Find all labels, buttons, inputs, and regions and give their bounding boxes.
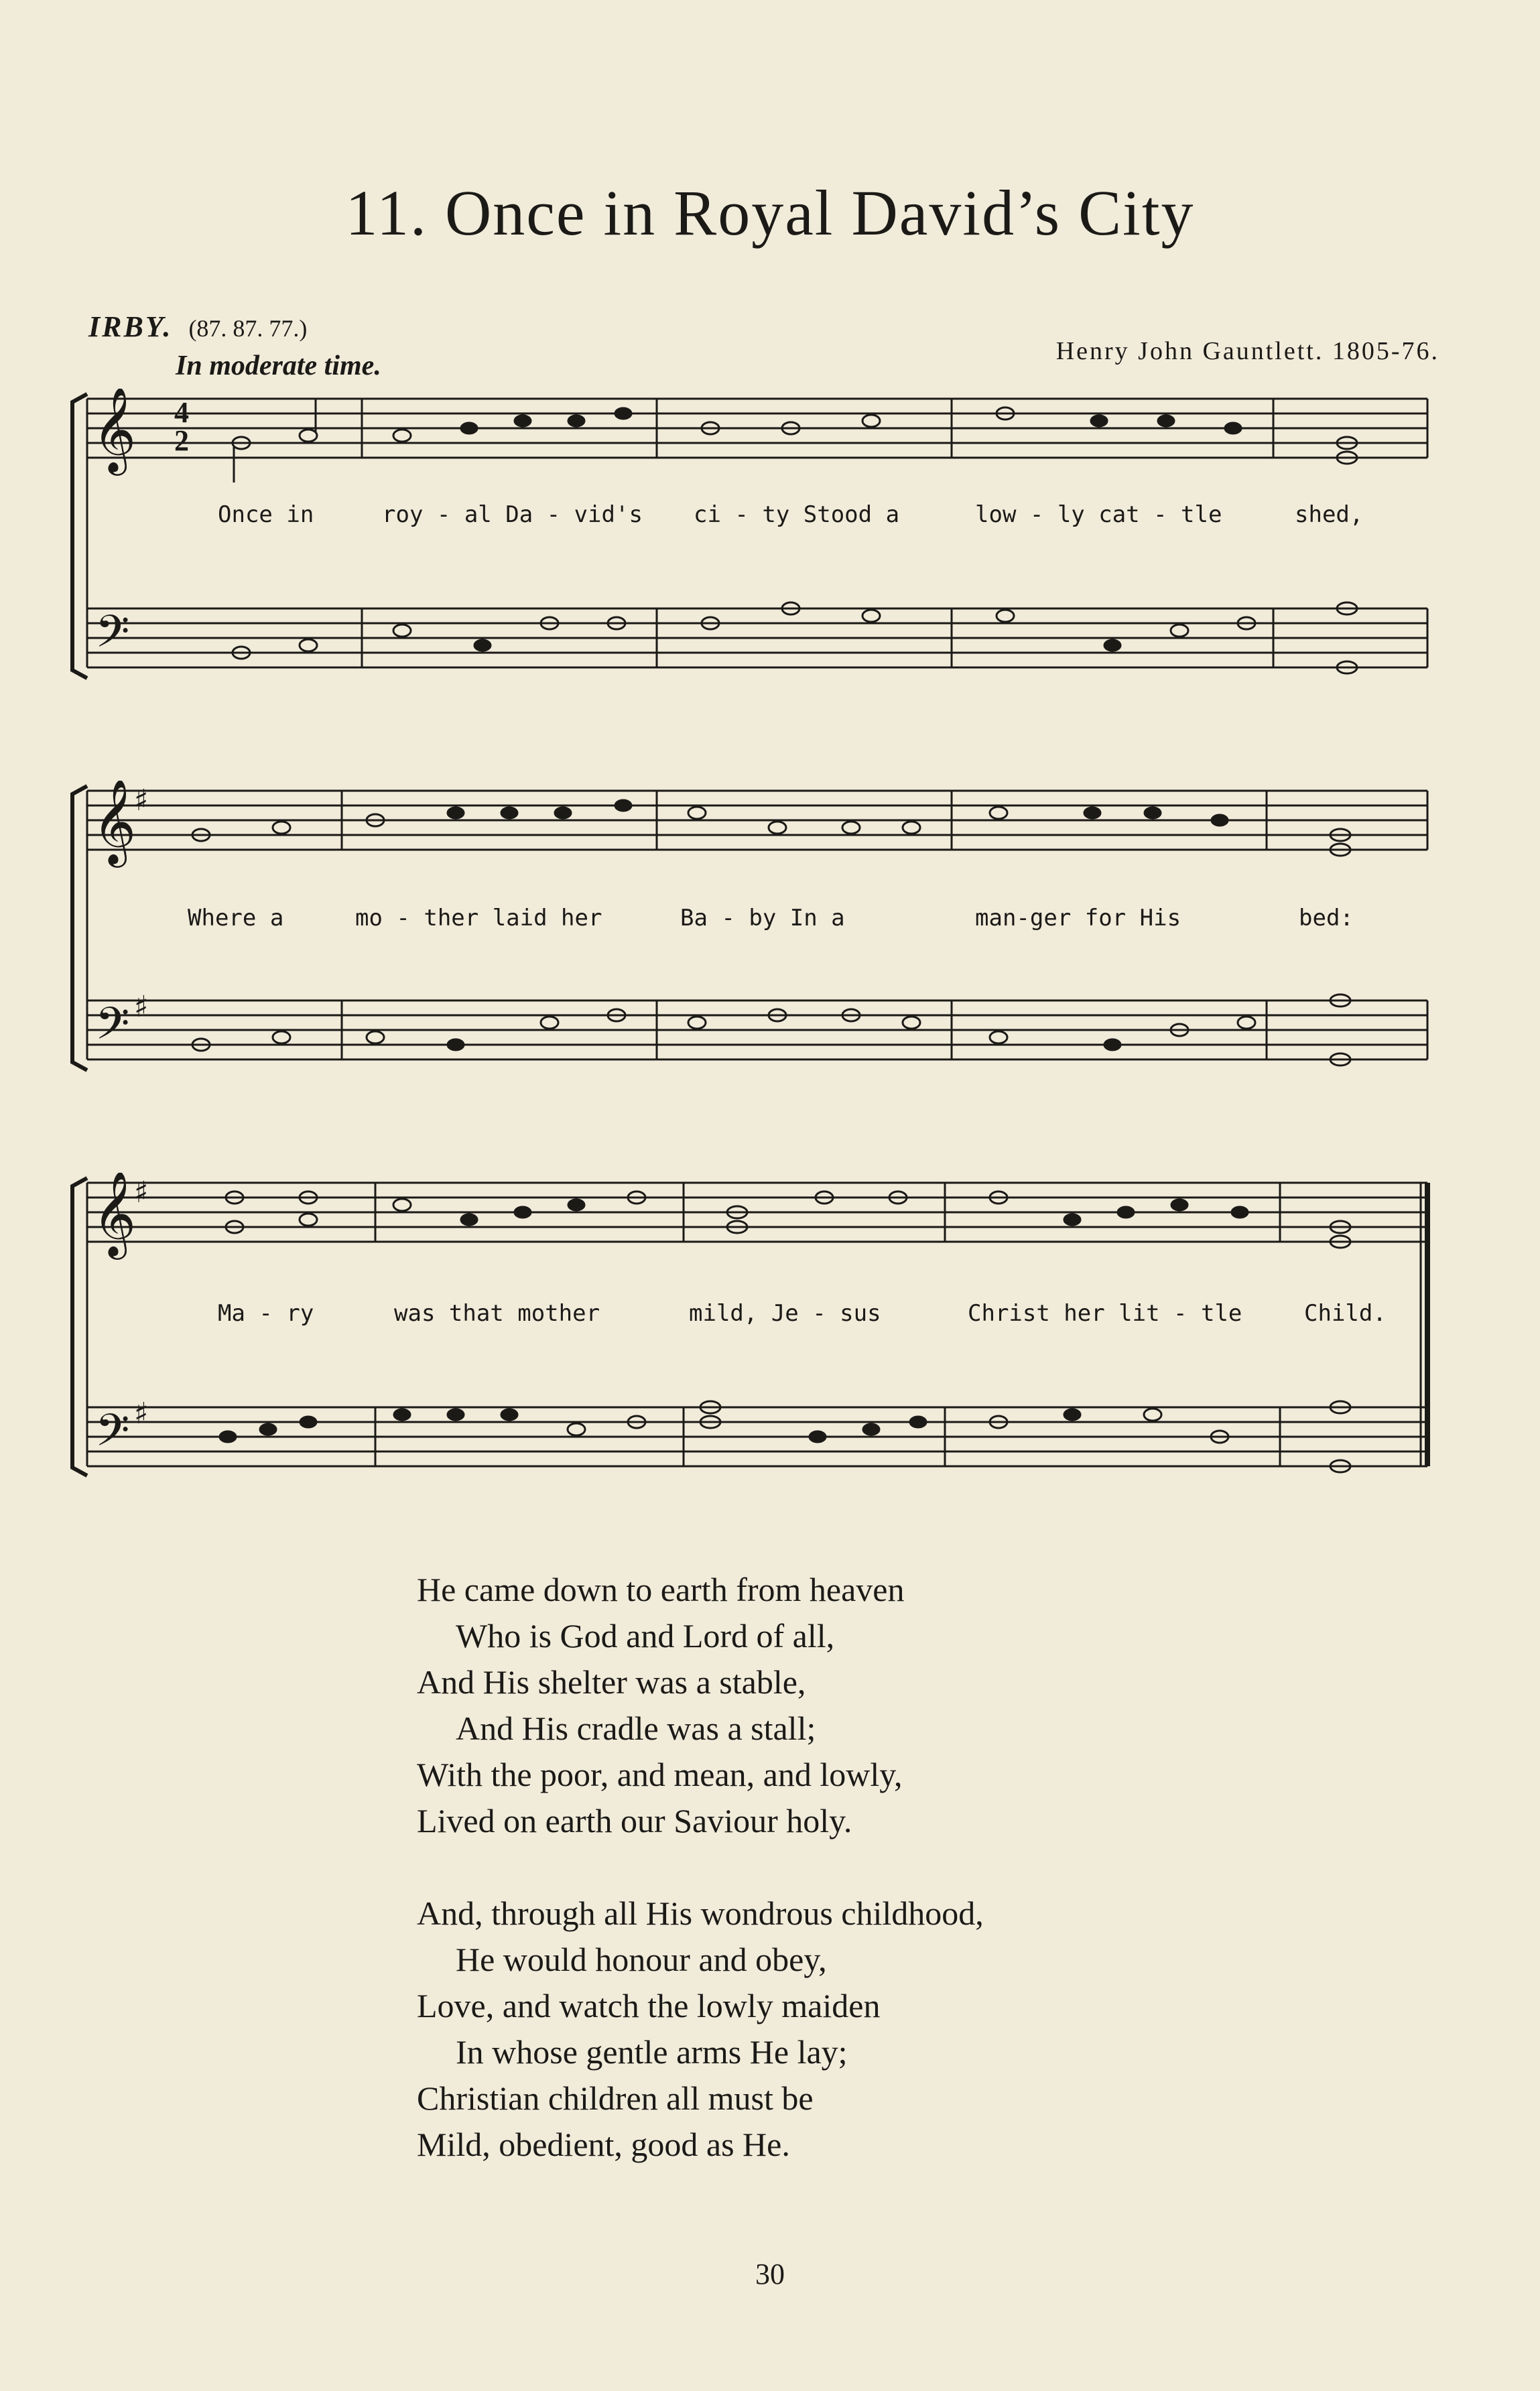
svg-text:𝄞: 𝄞: [92, 1173, 137, 1256]
verse-line: He came down to earth from heaven: [417, 1571, 905, 1608]
verse-line: And His cradle was a stall;: [456, 1709, 816, 1747]
lyric-measure: Ba - by In a: [680, 905, 845, 931]
lyric-measure: ci - ty Stood a: [694, 501, 900, 528]
verse-line: Lived on earth our Saviour holy.: [417, 1802, 852, 1839]
lyric-measure: low - ly cat - tle: [975, 501, 1222, 528]
svg-text:♯: ♯: [134, 783, 149, 818]
verse-line: Who is God and Lord of all,: [456, 1617, 835, 1655]
verses: [417, 1567, 984, 2214]
svg-text:♯: ♯: [134, 1397, 149, 1431]
staff-graphics: [67, 1173, 1434, 1481]
music-system-2: [67, 781, 1434, 1076]
verse-stanza: [417, 1890, 984, 2168]
verse-line: He would honour and obey,: [456, 1941, 827, 1978]
tune-info: [88, 310, 307, 344]
lyric-measure: Child.: [1304, 1300, 1387, 1327]
music-system-1: [67, 389, 1434, 684]
svg-text:𝄢: 𝄢: [95, 998, 130, 1060]
svg-text:♯: ♯: [134, 990, 149, 1024]
verse-line: In whose gentle arms He lay;: [456, 2033, 848, 2071]
lyric-measure: mild, Je - sus: [689, 1300, 881, 1327]
hymn-title: 11. Once in Royal David’s City: [345, 177, 1195, 249]
verse-stanza: [417, 1567, 984, 1844]
verse-line: Love, and watch the lowly maiden: [417, 1987, 881, 2024]
lyric-measure: was that mother: [394, 1300, 600, 1327]
svg-text:𝄢: 𝄢: [95, 1405, 130, 1467]
lyric-measure: bed:: [1299, 905, 1354, 931]
lyric-measure: Once in: [218, 501, 314, 528]
meter: (87. 87. 77.): [188, 315, 308, 342]
svg-text:𝄞: 𝄞: [92, 781, 137, 864]
staff-graphics: [67, 389, 1434, 684]
verse-line: With the poor, and mean, and lowly,: [417, 1756, 903, 1793]
composer-credit: Henry John Gauntlett. 1805-76.: [1055, 337, 1439, 365]
verse-line: And, through all His wondrous childhood,: [417, 1894, 984, 1932]
lyric-measure: roy - al Da - vid's: [382, 501, 643, 528]
time-sig-bottom: 2: [174, 424, 189, 457]
time-sig-top: 4: [174, 396, 189, 429]
svg-text:𝄢: 𝄢: [95, 606, 130, 668]
verse-line: Christian children all must be: [417, 2079, 814, 2117]
lyric-measure: Ma - ry: [218, 1300, 314, 1327]
tune-name: IRBY.: [88, 310, 173, 343]
lyric-measure: mo - ther laid her: [355, 905, 602, 931]
verse-line: Mild, obedient, good as He.: [417, 2126, 790, 2163]
music-system-3: [67, 1173, 1434, 1481]
lyric-measure: Where a: [188, 905, 284, 931]
verse-line: And His shelter was a stable,: [417, 1663, 806, 1701]
lyric-measure: man-ger for His: [975, 905, 1181, 931]
lyric-measure: shed,: [1295, 501, 1364, 528]
svg-text:♯: ♯: [134, 1175, 149, 1210]
tempo-marking: In moderate time.: [176, 350, 381, 381]
page-number: 30: [755, 2258, 785, 2290]
svg-text:𝄞: 𝄞: [92, 389, 137, 472]
lyric-measure: Christ her lit - tle: [968, 1300, 1242, 1327]
